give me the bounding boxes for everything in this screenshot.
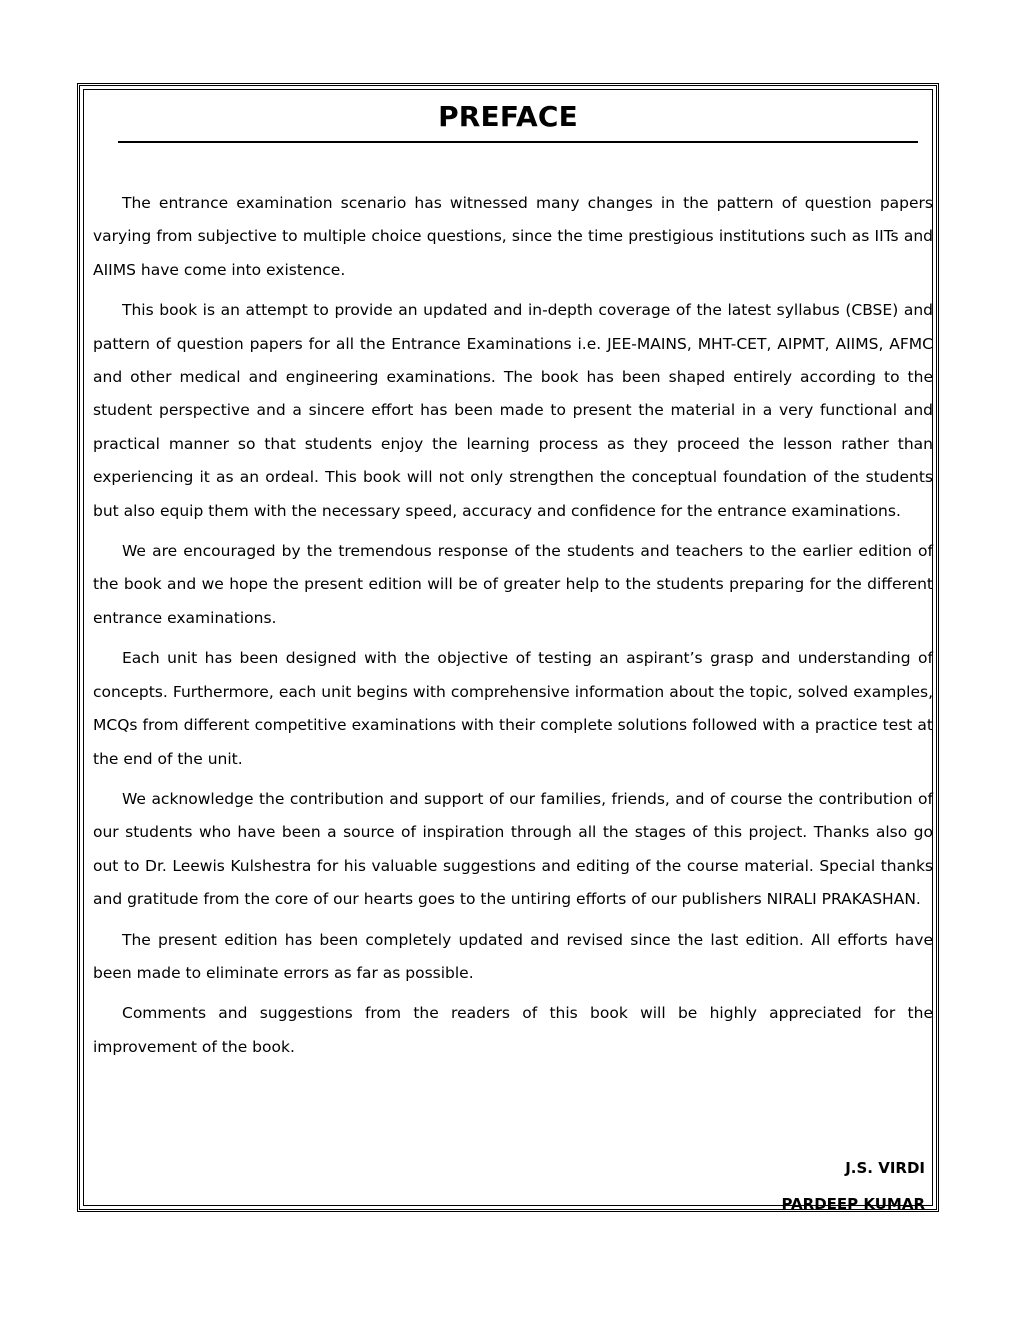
preface-paragraph: Comments and suggestions from the readers of this book will be highly appreciated for the improvement of the book. xyxy=(93,1004,933,1056)
page-title: PREFACE xyxy=(438,100,578,133)
title-underline-divider xyxy=(118,141,918,143)
page-border-frame xyxy=(77,83,939,1212)
preface-paragraph: We are encouraged by the tremendous response of the students and teachers to the earlier edition of the book and we hope the present edition will be of greater help to the students preparing for the different entrance examinations. xyxy=(93,542,933,627)
preface-body xyxy=(93,187,933,1071)
author-name: J.S. VIRDI xyxy=(845,1159,925,1177)
preface-paragraph: The entrance examination scenario has witnessed many changes in the pattern of question papers varying from subjective to multiple choice questions, since the time prestigious institutions such as IITs and AIIMS have come into existence. xyxy=(93,194,933,279)
page-border-inner xyxy=(83,89,933,1213)
preface-paragraph: This book is an attempt to provide an updated and in-depth coverage of the latest syllabus (CBSE) and pattern of question papers for all the Entrance Examinations i.e. JEE-MAINS, MHT-CET, AIPMT, AIIMS, AFMC and other medical and engineering examinations. The book has been shaped entirely according to the student perspective and a sincere effort has been made to present the material in a very functional and practical manner so that students enjoy the learning process as they proceed the lesson rather than experiencing it as an ordeal. This book will not only strengthen the conceptual foundation of the students but also equip them with the necessary speed, accuracy and confidence for the entrance examinations. xyxy=(93,301,933,520)
preface-paragraph: Each unit has been designed with the objective of testing an aspirant’s grasp and understanding of concepts. Furthermore, each unit begins with comprehensive information about the topic, solved examples, MCQs from different competitive examinations with their complete solutions followed with a practice test at the end of the unit. xyxy=(93,649,933,768)
preface-paragraph: The present edition has been completely updated and revised since the last edition. All efforts have been made to eliminate errors as far as possible. xyxy=(93,930,933,982)
author-name: PARDEEP KUMAR xyxy=(781,1195,925,1213)
preface-paragraph: We acknowledge the contribution and support of our families, friends, and of course the contribution of our students who have been a source of inspiration through all the stages of this project. Thanks also go out to Dr. Leewis Kulshestra for his valuable suggestions and editing of the course material. Special thanks and gratitude from the core of our hearts goes to the untiring efforts of our publishers NIRALI PRAKASHAN. xyxy=(93,789,933,909)
